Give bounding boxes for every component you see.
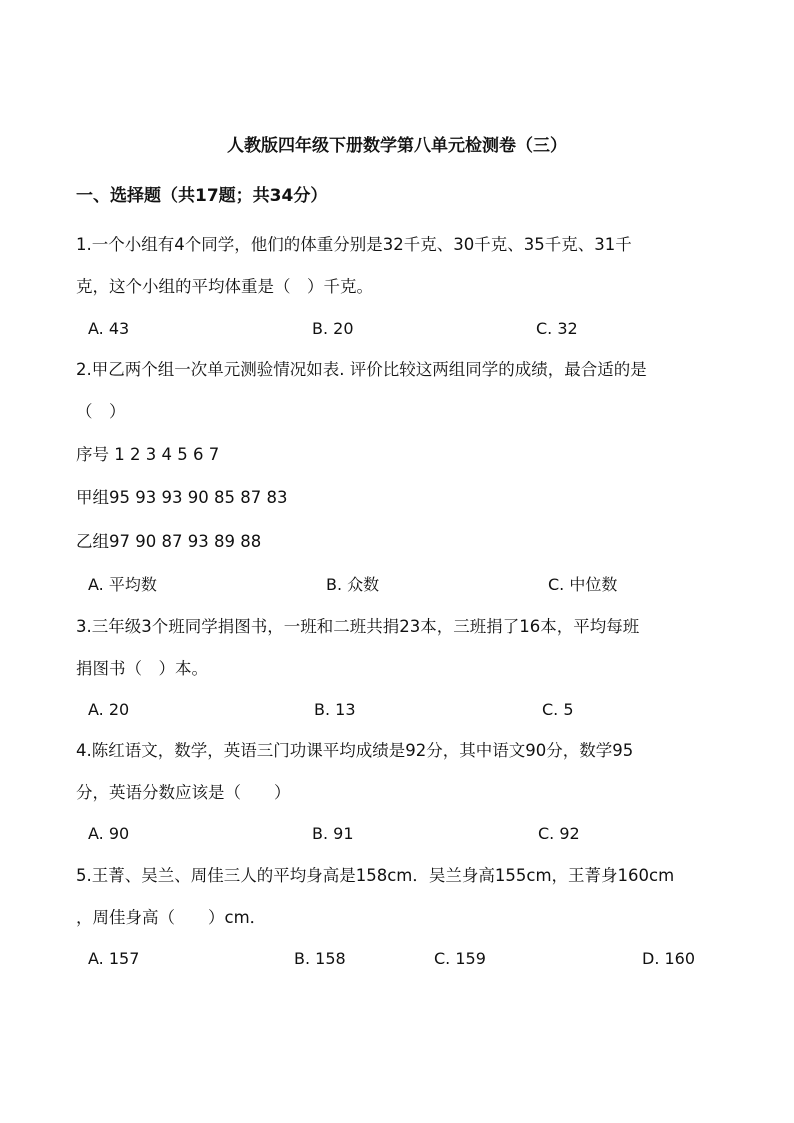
question-text: 捐图书（ ）本。 bbox=[76, 659, 208, 678]
option-b: B. 91 bbox=[312, 824, 354, 843]
section-heading: 一、选择题（共17题；共34分） bbox=[76, 186, 328, 206]
question-text: 2.甲乙两个组一次单元测验情况如表. 评价比较这两组同学的成绩，最合适的是 bbox=[76, 360, 647, 379]
option-a: A. 平均数 bbox=[88, 575, 157, 594]
option-c: C. 159 bbox=[434, 949, 486, 968]
option-b: B. 158 bbox=[294, 949, 346, 968]
question-text: 1.一个小组有4个同学，他们的体重分别是32千克、30千克、35千克、31千 bbox=[76, 235, 632, 254]
question-text: 3.三年级3个班同学捐图书，一班和二班共捐23本，三班捐了16本，平均每班 bbox=[76, 617, 640, 636]
option-b: B. 13 bbox=[314, 700, 356, 719]
table-row-group-a: 甲组95 93 93 90 85 87 83 bbox=[76, 488, 288, 507]
question-text: 分，英语分数应该是（ ） bbox=[76, 783, 291, 802]
question-text: （ ） bbox=[76, 402, 126, 421]
option-a: A. 20 bbox=[88, 700, 130, 719]
table-row-header: 序号 1 2 3 4 5 6 7 bbox=[76, 445, 220, 464]
option-b: B. 20 bbox=[312, 319, 354, 338]
option-a: A. 90 bbox=[88, 824, 130, 843]
option-c: C. 92 bbox=[538, 824, 580, 843]
table-row-group-b: 乙组97 90 87 93 89 88 bbox=[76, 532, 262, 551]
option-c: C. 中位数 bbox=[548, 575, 618, 594]
question-text: 4.陈红语文，数学，英语三门功课平均成绩是92分，其中语文90分，数学95 bbox=[76, 741, 634, 760]
document-title: 人教版四年级下册数学第八单元检测卷（三） bbox=[227, 136, 567, 156]
question-text: ，周佳身高（ ）cm． bbox=[76, 908, 267, 927]
option-c: C. 32 bbox=[536, 319, 578, 338]
question-text: 5.王菁、吴兰、周佳三人的平均身高是158cm．吴兰身高155cm，王菁身160cm bbox=[76, 866, 675, 885]
option-a: A. 157 bbox=[88, 949, 140, 968]
option-a: A. 43 bbox=[88, 319, 130, 338]
option-c: C. 5 bbox=[542, 700, 574, 719]
option-d: D. 160 bbox=[642, 949, 696, 968]
question-text: 克，这个小组的平均体重是（ ）千克。 bbox=[76, 277, 373, 296]
option-b: B. 众数 bbox=[326, 575, 380, 594]
